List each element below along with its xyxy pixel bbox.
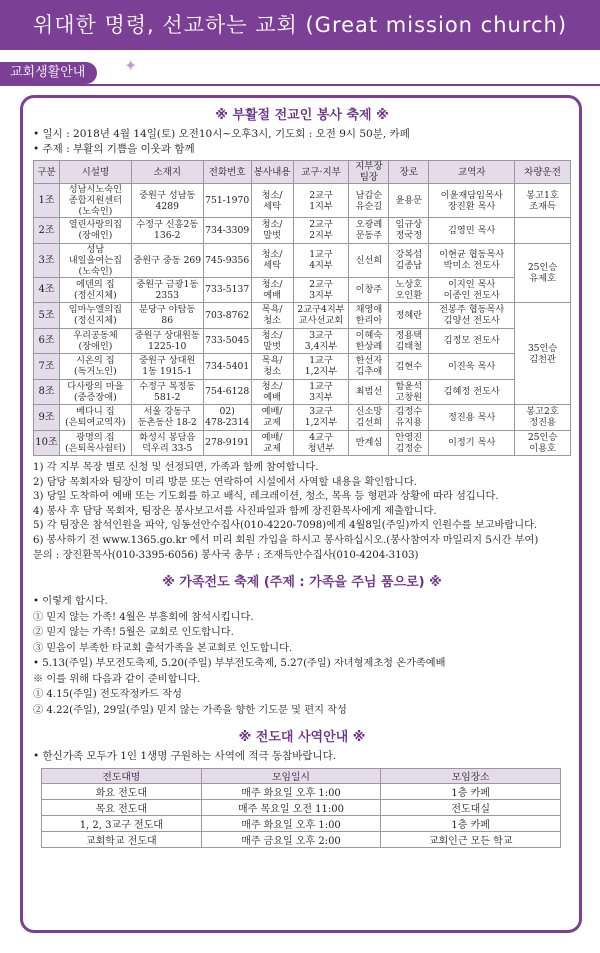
service-cell: 청소/ 예배 [251, 379, 293, 405]
service-cell: 분당구 야탑동 86 [131, 303, 203, 329]
team-cell: 매주 화요일 오후 1:00 [201, 784, 381, 800]
family-item: ※ 이를 위해 다음과 같이 준비합니다. [33, 673, 201, 685]
service-cell: 중원구 금광1동 2353 [131, 277, 203, 303]
content-frame [20, 95, 582, 933]
service-header-cell: 지부장 팀장 [349, 161, 389, 184]
service-cell: 이창주 [349, 277, 389, 303]
service-row [34, 328, 571, 354]
service-cell: 정진용 목사 [429, 405, 515, 431]
team-cell: 매주 목요일 오전 11:00 [201, 800, 381, 816]
driver-cell: 25인승 유제호 [515, 243, 571, 303]
service-cell: 윤용문 [389, 184, 429, 218]
driver-cell: 25인승 이용호 [515, 430, 571, 456]
team-row [42, 816, 561, 832]
section-label-bar [0, 56, 600, 86]
evangelism-intro: • 한신가족 모두가 1인 1생명 구원하는 사역에 적극 동참바랍니다. [33, 750, 337, 763]
service-cell: 남갑순 유순길 [349, 184, 389, 218]
service-cell: 2조 [34, 218, 60, 244]
service-cell: 강복섭 김종남 [389, 243, 429, 277]
service-cell: 4교구 청년부 [293, 430, 349, 456]
note-item: 2) 담당 목회자와 팀장이 미리 방문 또는 연락하여 시설에서 사역할 내용을 확인합니다. [33, 476, 417, 488]
team-row [42, 800, 561, 816]
team-cell: 매주 금요일 오후 2:00 [201, 832, 381, 848]
service-cell: 우리공동체 (장애인) [59, 328, 131, 354]
note-item: 5) 각 팀장은 참석인원을 파악, 임동선안수집사(010-4220-7098)에게 4월8일(주일)까지 인원수를 보고바랍니다. [33, 520, 538, 532]
service-cell: 정혜란 [389, 303, 429, 329]
service-cell: 열린사랑의집 (장애인) [59, 218, 131, 244]
service-cell: 8조 [34, 379, 60, 405]
service-cell: 청소/ 예배 [251, 277, 293, 303]
family-item: ② 믿지 않는 가족! 5월은 교회로 인도합니다. [33, 627, 234, 639]
service-cell: 목욕/ 청소 [251, 303, 293, 329]
service-cell: 2교구4지부 교사선교회 [293, 303, 349, 329]
service-cell: 정용택 김태철 [389, 328, 429, 354]
family-item: ① 믿지 않는 가족! 4월은 부흥회에 참석시킵니다. [33, 611, 254, 623]
service-cell: 안영진 김정순 [389, 430, 429, 456]
service-cell: 임규상 정국정 [389, 218, 429, 244]
service-cell: 성남 내일을여는집 (노숙인) [59, 243, 131, 277]
service-cell: 3교구 1,2지부 [293, 405, 349, 431]
driver-cell [515, 218, 571, 244]
service-cell: 2교구 2지부 [293, 218, 349, 244]
service-cell: 청소/ 말벗 [251, 218, 293, 244]
family-item: ③ 믿음이 부족한 타교회 출석가족을 본교회로 인도합니다. [33, 642, 293, 654]
service-cell: 함윤석 고창원 [389, 379, 429, 405]
easter-notes [33, 461, 571, 563]
team-cell: 전도대실 [381, 800, 561, 816]
service-cell: 733-5045 [203, 328, 251, 354]
service-cell: 베다니 집 (은퇴여교역자) [59, 405, 131, 431]
service-cell: 중원구 상대원 1동 1915-1 [131, 354, 203, 380]
family-list [33, 594, 571, 718]
service-cell: 청소/ 세탁 [251, 243, 293, 277]
family-item: • 이렇게 합시다. [33, 596, 108, 608]
note-item: 3) 당일 도착하여 예배 또는 기도회를 하고 배식, 레크레이션, 청소, 목욕 등 형편과 상황에 따라 섬깁니다. [33, 491, 499, 503]
service-cell: 1교구 1,2지부 [293, 354, 349, 380]
service-cell: 시온의 집 (독거노인) [59, 354, 131, 380]
service-cell: 9조 [34, 405, 60, 431]
service-cell: 임마누엘의집 (정신지체) [59, 303, 131, 329]
service-cell: 김혜정 전도사 [429, 379, 515, 405]
service-cell: 2교구 3지부 [293, 277, 349, 303]
service-cell: 신소망 김선희 [349, 405, 389, 431]
service-cell: 이정기 목사 [429, 430, 515, 456]
driver-cell: 35인승 김천관 [515, 303, 571, 405]
easter-theme: • 주제 : 부활의 기쁨을 이웃과 함께 [33, 143, 195, 155]
team-header-cell: 모임장소 [381, 769, 561, 784]
section-label: 교회생활안내 [0, 62, 97, 84]
service-cell: 이진욱 목사 [429, 354, 515, 380]
team-row [42, 832, 561, 848]
service-cell: 한선자 김추애 [349, 354, 389, 380]
team-header-cell: 전도대명 [42, 769, 202, 784]
service-cell: 김현수 [389, 354, 429, 380]
team-cell: 교회학교 전도대 [42, 832, 202, 848]
easter-date: • 일시 : 2018년 4월 14일(토) 오전10시~오후3시, 기도회 : 오전 9시 50분, 카페 [33, 128, 410, 140]
service-cell: 745-9356 [203, 243, 251, 277]
team-cell: 화요 전도대 [42, 784, 202, 800]
service-cell: 반계심 [349, 430, 389, 456]
service-header-cell: 전화번호 [203, 161, 251, 184]
team-cell: 매주 화요일 오후 1:00 [201, 816, 381, 832]
service-cell: 예배/ 교제 [251, 430, 293, 456]
service-cell: 4조 [34, 277, 60, 303]
driver-cell: 봉고2호 정진용 [515, 405, 571, 431]
team-cell: 1층 카페 [381, 784, 561, 800]
service-cell: 751-1970 [203, 184, 251, 218]
service-cell: 최범선 [349, 379, 389, 405]
service-cell: 김정수 유지용 [389, 405, 429, 431]
service-row [34, 354, 571, 380]
service-header-cell: 차량운전 [515, 161, 571, 184]
evangelism-table [41, 768, 561, 848]
service-cell: 754-6128 [203, 379, 251, 405]
service-row [34, 184, 571, 218]
service-row [34, 218, 571, 244]
service-header-cell: 봉사내용 [251, 161, 293, 184]
service-cell: 중원구 성남동 4289 [131, 184, 203, 218]
service-header-cell: 교구·지부 [293, 161, 349, 184]
service-cell: 채영애 한리아 [349, 303, 389, 329]
service-cell: 1교구 3지부 [293, 379, 349, 405]
service-row [34, 243, 571, 277]
service-header-cell: 장로 [389, 161, 429, 184]
service-cell: 노상호 오인환 [389, 277, 429, 303]
service-cell: 1조 [34, 184, 60, 218]
service-cell: 278-9191 [203, 430, 251, 456]
service-cell: 이혜숙 한상례 [349, 328, 389, 354]
service-cell: 2교구 1지부 [293, 184, 349, 218]
family-title: ※ 가족전도 축제 (주제 : 가족을 주님 품으로) ※ [162, 575, 442, 591]
service-cell: 청소/ 말벗 [251, 328, 293, 354]
team-row [42, 784, 561, 800]
service-cell: 목욕/ 청소 [251, 354, 293, 380]
service-cell: 이윤재담임목사 장진환 목사 [429, 184, 515, 218]
family-item: • 5.13(주일) 부모전도축제, 5.20(주일) 부부전도축제, 5.27(주일) 자녀형제초청 온가족예배 [33, 658, 446, 670]
service-cell: 김영민 목사 [429, 218, 515, 244]
service-cell: 성남시노숙인 종합지원센터 (노숙인) [59, 184, 131, 218]
note-item: 1) 각 지부 목장 별로 신청 및 선정되면, 가족과 함께 참여합니다. [33, 462, 319, 473]
service-header-cell: 시설명 [59, 161, 131, 184]
service-cell: 수정구 신흥2동 136-2 [131, 218, 203, 244]
team-cell: 1, 2, 3교구 전도대 [42, 816, 202, 832]
team-cell: 교회인근 모든 학교 [381, 832, 561, 848]
service-cell: 예배/ 교제 [251, 405, 293, 431]
service-header-cell: 소재지 [131, 161, 203, 184]
service-cell: 10조 [34, 430, 60, 456]
note-item: 4) 봉사 후 담당 목회자, 팀장은 봉사보고서를 사진파일과 함께 장진환목사에게 제출합니다. [33, 505, 437, 517]
service-cell: 에덴의 집 (정신지체) [59, 277, 131, 303]
family-item: ② 4.22(주일), 29일(주일) 믿지 않는 가족을 향한 기도문 및 편지 작성 [33, 704, 347, 716]
evangelism-title: ※ 전도대 사역안내 ※ [238, 730, 366, 746]
service-cell: 수정구 복정동 581-2 [131, 379, 203, 405]
service-row [34, 303, 571, 329]
team-cell: 1층 카페 [381, 816, 561, 832]
service-cell: 신선희 [349, 243, 389, 277]
service-cell: 청소/ 세탁 [251, 184, 293, 218]
service-cell: 5조 [34, 303, 60, 329]
service-row [34, 405, 571, 431]
service-cell: 734-3309 [203, 218, 251, 244]
service-cell: 이현균 협동목사 박미소 전도사 [429, 243, 515, 277]
header-banner: 위대한 명령, 선교하는 교회 (Great mission church) [0, 0, 600, 50]
service-table [33, 160, 571, 456]
team-header-cell: 모임일시 [201, 769, 381, 784]
service-cell: 703-8762 [203, 303, 251, 329]
service-cell: 이지인 목사 이종인 전도사 [429, 277, 515, 303]
team-cell: 목요 전도대 [42, 800, 202, 816]
service-header-cell: 구분 [34, 161, 60, 184]
driver-cell: 봉고1호 조재득 [515, 184, 571, 218]
service-cell: 734-5401 [203, 354, 251, 380]
service-cell: 서울 강동구 둔촌동산 18-2 [131, 405, 203, 431]
service-cell: 733-5137 [203, 277, 251, 303]
family-item: ① 4.15(주일) 전도작정카드 작성 [33, 689, 182, 701]
service-cell: 02) 478-2314 [205, 406, 250, 429]
service-cell: 전봉주 협동목사 김양선 전도사 [429, 303, 515, 329]
service-cell: 7조 [34, 354, 60, 380]
service-cell: 중원구 상대원동 1225-10 [131, 328, 203, 354]
service-cell: 오광례 문동주 [349, 218, 389, 244]
service-cell: 화성시 봉담읍 덕우리 33-5 [131, 430, 203, 456]
service-cell: 3조 [34, 243, 60, 277]
easter-title: ※ 부활절 전교인 봉사 축제 ※ [215, 108, 389, 123]
service-cell: 김정모 전도사 [429, 328, 515, 354]
service-row [34, 379, 571, 405]
note-item: 6) 봉사하기 전 www.1365.go.kr 에서 미리 회원 가입을 하시고 봉사하십시오.(봉사참여자 마일리지 5시간 부여) [33, 534, 539, 546]
service-cell: 다사랑의 마을 (중증장애) [59, 379, 131, 405]
sparkle-icon: ✦ [124, 56, 138, 75]
note-item: 문의 : 장진환목사(010-3395-6056) 봉사국 총무 : 조재득안수집사(010-4204-3103) [33, 549, 419, 561]
service-cell: 광명의 집 (은퇴목사쉼터) [59, 430, 131, 456]
service-row [34, 430, 571, 456]
service-header-cell: 교역자 [429, 161, 515, 184]
service-cell: 3교구 3,4지부 [293, 328, 349, 354]
service-cell: 1교구 4지부 [293, 243, 349, 277]
service-row [34, 277, 571, 303]
service-cell: 6조 [34, 328, 60, 354]
service-cell: 중원구 중동 269 [131, 243, 203, 277]
